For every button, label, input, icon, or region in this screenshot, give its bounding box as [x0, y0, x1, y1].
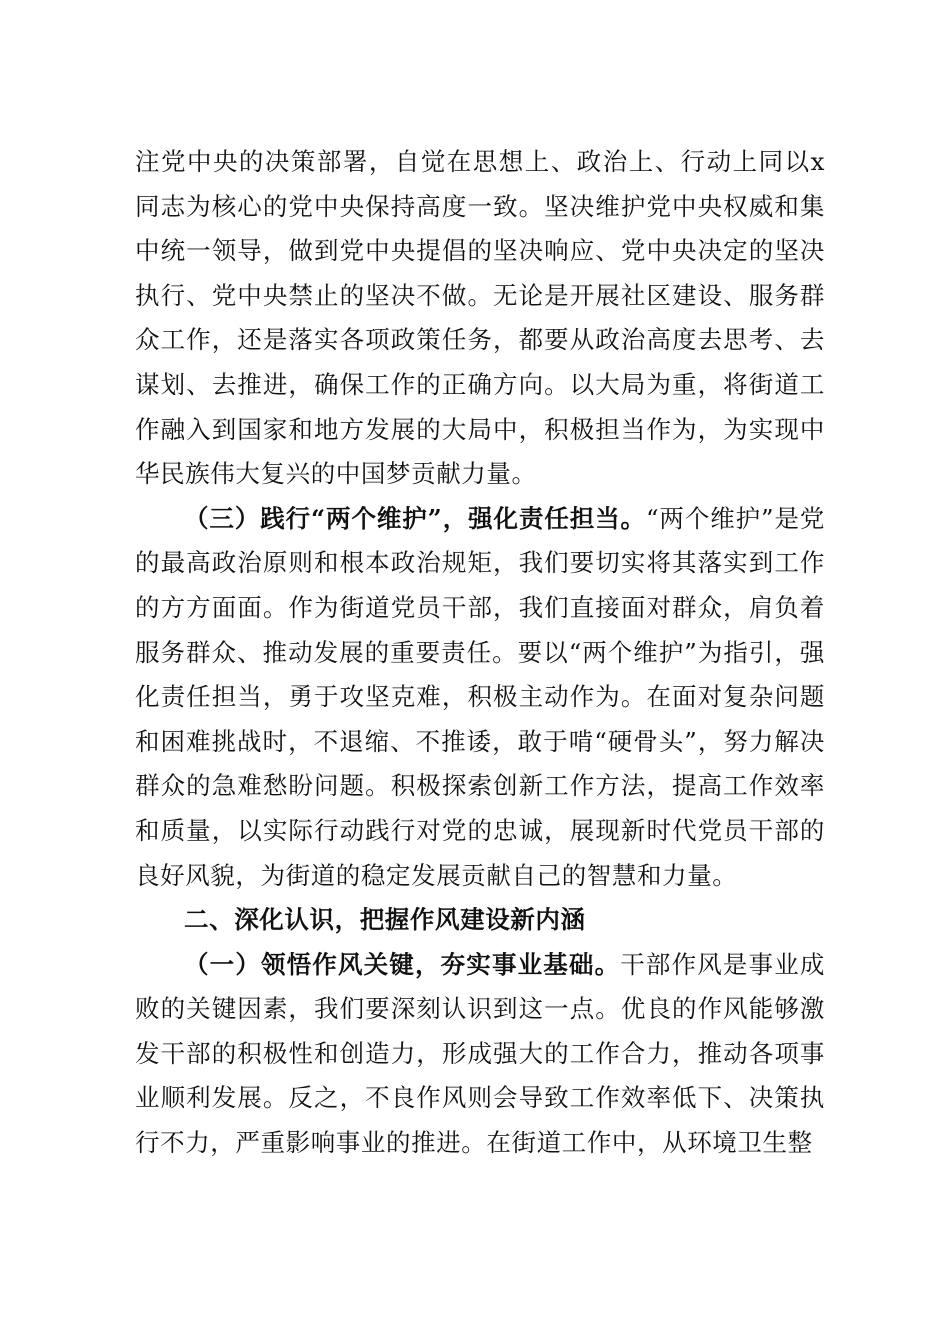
paragraph-work-style [135, 943, 825, 1166]
paragraph-text: 干部作风是事业成败的关键因素，我们要深刻认识到这一点。优良的作风能够激发干部的积极性和创造力，形成强大的工作合力，推动各项事业顺利发展。反之，不良作风则会导致工作效率低下、决策执行不力，严重影响事业的推进。在街道工作中，从环境卫生整 [135, 949, 825, 1158]
paragraph-lead-heading: （一）领悟作风关键，夯实事业基础。 [184, 949, 621, 979]
paragraph-continuation [135, 140, 825, 497]
paragraph-lead-heading: （三）践行“两个维护”，强化责任担当。 [184, 503, 646, 533]
paragraph-text: 注党中央的决策部署，自觉在思想上、政治上、行动上同以x同志为核心的党中央保持高度一致。坚决维护党中央权威和集中统一领导，做到党中央提倡的坚决响应、党中央决定的坚决执行、党中央禁止的坚决不做。无论是开展社区建设、服务群众工作，还是落实各项政策任务，都要从政治高度去思考、去谋划、去推进，确保工作的正确方向。以大局为重，将街道工作融入到国家和地方发展的大局中，积极担当作为，为实现中华民族伟大复兴的中国梦贡献力量。 [135, 147, 825, 489]
paragraph-two-safeguards [135, 497, 825, 898]
document-body [135, 140, 825, 1166]
section-heading: 二、深化认识，把握作风建设新内涵 [184, 905, 586, 935]
paragraph-text: “两个维护”是党的最高政治原则和根本政治规矩，我们要切实将其落实到工作的方方面面。作为街道党员干部，我们直接面对群众，肩负着服务群众、推动发展的重要责任。要以“两个维护”为指引，强化责任担当，勇于攻坚克难，积极主动作为。在面对复杂问题和困难挑战时，不退缩、不推诿，敢于啃“硬骨头”，努力解决群众的急难愁盼问题。积极探索创新工作方法，提高工作效率和质量，以实际行动践行对党的忠诚，展现新时代党员干部的良好风貌，为街道的稳定发展贡献自己的智慧和力量。 [135, 503, 825, 890]
